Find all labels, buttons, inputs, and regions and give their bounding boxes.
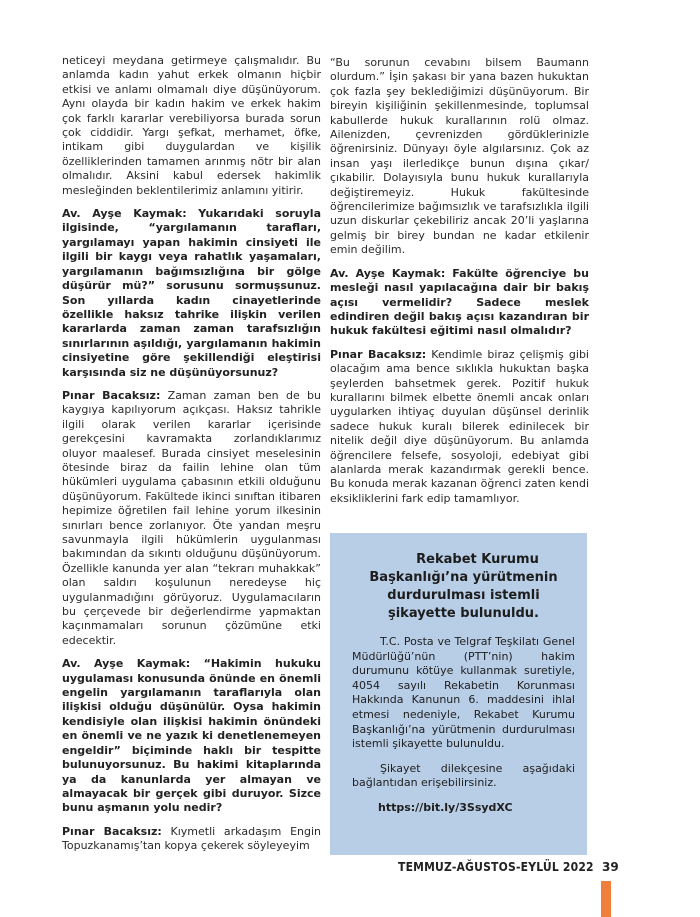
speaker-name: Av. Ayşe Kaymak: (330, 266, 446, 280)
question-2 (62, 657, 321, 815)
answer-2 (62, 825, 321, 854)
left-column (62, 54, 321, 863)
speaker-name: Pınar Bacaksız: (62, 388, 161, 402)
answer-text: Kıymetli arkadaşım Engin Topuzkanamış’tan kopya çekerek söyleyeyim (62, 824, 321, 853)
notice-box (330, 533, 587, 855)
answer-text: Kendimle biraz çelişmiş gibi olacağım ama bence sıklıkla hukuktan başka şeylerden bahsetmek gerek. Pozitif hukuk kurallarını bilmek elbette önemli ancak onları uygularken ihtiyaç duyulan düşünsel derinlik sadece hukuk kuralı bilerek edinilecek bir nitelik değil diye düşünüyorum. Bu anlamda öğrencilere felsefe, sosyoloji, edebiyat gibi alanlarda merak kazandırmak gerekli bence. Bu konuda merak kazanan öğrenci zaten kendi eksikliklerini fark edip tamamlıyor. (330, 347, 589, 505)
speaker-name: Pınar Bacaksız: (62, 824, 162, 838)
page-number: 39 (602, 860, 619, 874)
issue-label: TEMMUZ-AĞUSTOS-EYLÜL 2022 (398, 860, 594, 874)
question-3 (330, 267, 589, 339)
speaker-name: Pınar Bacaksız: (330, 347, 427, 361)
question-1 (62, 207, 321, 380)
notice-title: Rekabet Kurumu Başkanlığı’na yürütmenin durdurulması istemli şikayette bulunuldu. (369, 552, 558, 621)
right-column (330, 56, 589, 515)
notice-body: T.C. Posta ve Telgraf Teşkilatı Genel Müdürlüğü’nün (PTT’nin) hakim durumunu kötüye kullanmak suretiyle, 4054 sayılı Rekabetin Korunması Hakkında Kanunun 6. maddesini ihlal etmesi nedeniyle, Rekabet Kurumu Başkanlığı’na yürütmenin durdurulması istemli şikayette bulunuldu. (352, 635, 575, 751)
answer-3 (330, 348, 589, 506)
notice-body-2: Şikayet dilekçesine aşağıdaki bağlantıdan erişebilirsiniz. (352, 761, 575, 790)
paragraph: neticeyi meydana getirmeye çalışmalıdır. Bu anlamda kadın yahut erkek olmanın hiçbir etkisi ve anlamı olmamalı diye düşünüyorum. Aynı olayda bir kadın hakim ve erkek hakim çok farklı kararlar verebiliyorsa burada sorun çok ciddidir. Yargı şefkat, merhamet, öfke, intikam gibi duygulardan ve kişilik özelliklerinden tamamen arınmış nötr bir alan olmalıdır. Aksini kabul edersek hakimlik mesleğinden beklentilerimiz anlamını yitirir. (62, 54, 321, 197)
accent-bar (601, 881, 611, 917)
paragraph: “Bu sorunun cevabını bilsem Baumann olurdum.” İşin şakası bir yana bazen hukuktan çok fazla şey beklediğimizi düşünüyorum. Bir bireyin kişiliğinin şekillenmesinde, toplumsal kabullerde hukuk kurallarının rolü olmaz. Ailenizden, çevrenizden gördüklerinizle öğrenirsiniz. Dünyayı öyle algılarsınız. Çok az insan yaşı ilerledikçe bunun dışına çıkar/ çıkabilir. Dolayısıyla bunu hukuk kurallarıyla değiştiremeyiz. Hukuk fakültesinde öğrencilerimize bağımsızlık ve tarafsızlıkla ilgili uzun diskurlar çekebiliriz ancak 20’li yaşlarına gelmiş bir birey bundan ne kadar etkilenir emin değilim. (330, 56, 589, 257)
notice-link[interactable]: https://bit.ly/3SsydXC (378, 800, 513, 814)
question-text: Yukarıdaki soruyla ilgisinde, “yargılamanın tarafları, yargılamayı yapan hakimin cinsiyeti ile ilgili bir kaygı veya rahatlık yaşamaları, yargılamanın bağımsızlığına bir gölge düşürür mü?” sorusunu sormuşsunuz. Son yıllarda kadın cinayetlerinde özellikle haksız tahrike ilişkin verilen kararlarda zaman zaman tarafsızlığın sınırlarının aşıldığı, yargılamanın hakimin cinsiyetine göre şekillendiği eleştirisi karşısında siz ne düşünüyorsunuz? (62, 207, 321, 379)
answer-1 (62, 389, 321, 648)
speaker-name: Av. Ayşe Kaymak: (62, 207, 187, 221)
answer-text: Zaman zaman ben de bu kaygıya kapılıyorum açıkçası. Haksız tahrikle ilgili olarak verilen kararlar içerisinde gerekçesini kavramakta zorlandıklarımız oluyor maalesef. Burada cinsiyet meselesinin ötesinde biraz da failin lehine olan tüm hükümleri uygulama çabasının etkili olduğunu düşünüyorum. Fakültede ikinci sınıftan itibaren hepimize öğretilen fail lehine yorum ilkesinin sınırları bence zorlanıyor. Öte yandan meşru savunmayla ilgili hükümlerin uygulanması bakımından da sıkıntı olduğunu düşünüyorum. Özellikle kanunda yer alan “tekrarı muhakkak” olan saldırı koşulunun neredeyse hiç uygulanmadığını görüyoruz. Uygulamacıların bu çerçevede bir değerlendirme yapmaktan kaçınmamaları sorunun çözümüne etki edecektir. (62, 388, 321, 647)
speaker-name: Av. Ayşe Kaymak: (62, 657, 191, 671)
question-text: Fakülte öğrenciye bu mesleği nasıl yapılacağına dair bir bakış açısı vermelidir? Sadece meslek edindiren değil bakış açısı kazandıran bir hukuk fakültesi eğitimi nasıl olmalıdır? (330, 266, 589, 338)
question-text: “Hakimin hukuku uygulaması konusunda önünde en önemli engelin yargılamanın taraflarıyla olan ilişkisi olduğu düşünülür. Oysa hakimin kendisiyle olan ilişkisi hakimin önündeki en önemli ve ne yazık ki denetlenemeyen engeldir” biçiminde haklı bir tespitte bulunuyorsunuz. Bu hakimi kitaplarında ya da kanunlarda yer almayan ve almayacak bir gerçek gibi duruyor. Sizce bunu aşmanın yolu nedir? (62, 657, 321, 815)
